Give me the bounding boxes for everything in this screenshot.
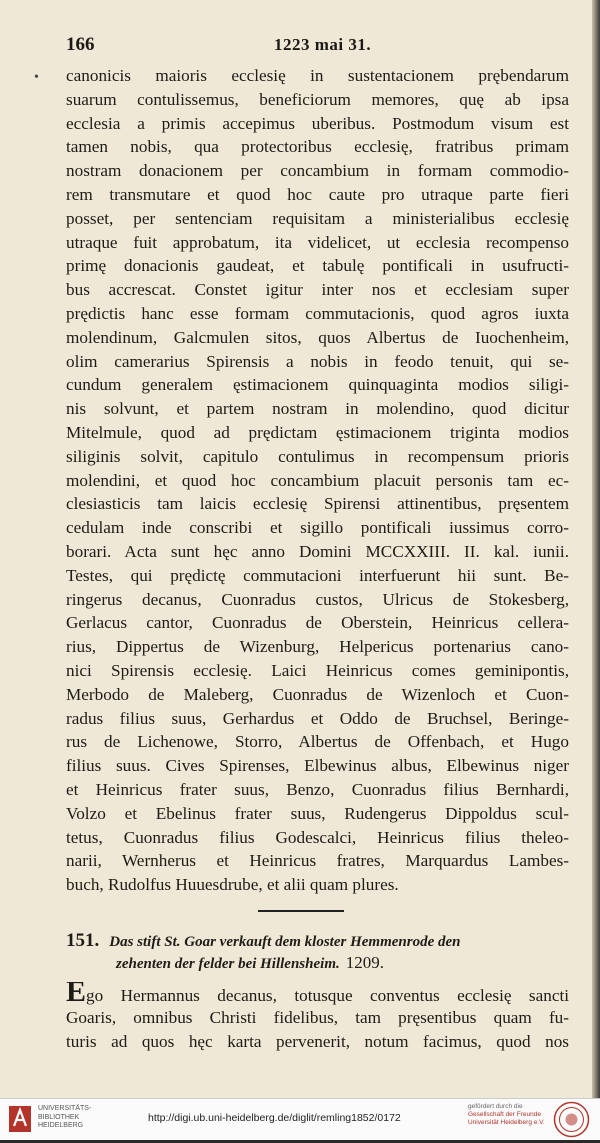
body-text	[66, 64, 569, 897]
text-line: nis solvunt, et partem nostram in molendino, quod dicitur	[66, 399, 569, 419]
text-line: molendinum, Galcmulen sitos, quos Albertus de Iuochenheim,	[66, 327, 569, 347]
text-line: Mitelmule, quod ad prędictam ęstimacionem triginta modios	[66, 422, 569, 442]
text-line: Merbodo de Maleberg, Cuonradus de Wizenloch et Cuon-	[66, 684, 569, 704]
section-heading-line-2	[66, 952, 569, 974]
text-line: Volzo et Ebelinus frater suus, Rudengerus Dippoldus scul-	[66, 803, 569, 823]
text-line: olim camerarius Spirensis a nobis in feodo tenuit, qui se-	[66, 351, 569, 371]
charter-line-1-text: go Hermannus decanus, totusque conventus ecclesię sancti	[86, 986, 569, 1005]
text-line: rius, Dippertus de Wizenburg, Helpericus portenarius cano-	[66, 637, 569, 657]
drop-cap: E	[66, 982, 87, 1006]
text-line: cedulam inde conscribi et sigillo pontificali iussimus corro-	[66, 518, 569, 538]
text-line: primę donacionis gaudeat, et tabulę pontificali in usufructi-	[66, 256, 569, 276]
section-heading-line-1	[66, 930, 569, 952]
text-line: rem transmutare et quod hoc caute pro utraque parte fieri	[66, 184, 569, 204]
text-line: prędictis hanc esse formam commutacionis, quod agros iuxta	[66, 303, 569, 323]
charter-line: Goaris, omnibus Christi fidelibus, tam pręsentibus quam fu-	[66, 1007, 569, 1027]
page-header	[66, 34, 562, 56]
margin-mark: •	[34, 70, 39, 85]
footer-bar	[0, 1098, 600, 1140]
page-edge	[592, 0, 600, 1098]
text-line: nici Spirensis ecclesię. Laici Heinricus comes geminipontis,	[66, 660, 569, 680]
funding-note	[468, 1103, 545, 1127]
text-line: molendini, et quod hoc concambium placuit personis tam ec-	[66, 470, 569, 490]
library-name-line: UNIVERSITÄTS-	[38, 1105, 92, 1112]
text-line: Testes, qui prędictę commutacioni interfuerunt hii sunt. Be-	[66, 565, 569, 585]
text-line: filius suus. Cives Spirenses, Elbewinus albus, Elbewinus niger	[66, 756, 569, 776]
text-line: ringerus decanus, Cuonradus custos, Ulricus de Stokesberg,	[66, 589, 569, 609]
text-line: buch, Rudolfus Huuesdrube, et alii quam plures.	[66, 875, 399, 895]
text-line: radus filius suus, Gerhardus et Oddo de Bruchsel, Beringe-	[66, 708, 569, 728]
text-line: siliginis solvit, capitulo contulimus in recompensum prioris	[66, 446, 569, 466]
text-line: cundum generalem ęstimacionem quinquaginta modios siligi-	[66, 375, 569, 395]
university-logo-icon[interactable]	[6, 1104, 34, 1134]
text-line: nostram donacionem per concambium in formam commodio-	[66, 161, 569, 181]
text-line: narii, Wernherus et Heinricus fratres, Marquardus Lambes-	[66, 851, 569, 871]
section-title-line-1: Das stift St. Goar verkauft dem kloster Hemmenrode den	[109, 934, 461, 950]
charter-text	[66, 982, 569, 1053]
text-line: suarum contulissemus, beneficiorum memores, quę ab ipsa	[66, 89, 569, 109]
section-year: 1209.	[345, 953, 384, 972]
section-number: 151.	[66, 930, 100, 951]
funding-line: Gesellschaft der Freunde	[468, 1111, 541, 1118]
text-line: canonicis maioris ecclesię in sustentacionem prębendarum	[66, 66, 569, 85]
text-line: tamen nobis, qua protectoribus ecclesię, fratribus primam	[66, 137, 569, 157]
charter-line: turis ad quos hęc karta pervenerit, notum facimus, quod nos	[66, 1031, 569, 1051]
library-name-line: BIBLIOTHEK	[38, 1113, 80, 1121]
section-divider	[258, 910, 344, 912]
header-date: 1223 mai 31.	[274, 35, 372, 54]
funding-line: Universität Heidelberg e.V.	[468, 1119, 545, 1126]
text-line: clesiasticis tam laicis ecclesię Spirensi attinentibus, pręsentem	[66, 494, 569, 514]
text-line: posset, per sentenciam requisitam a ministerialibus ecclesię	[66, 208, 569, 228]
permalink-url[interactable]: http://digi.ub.uni-heidelberg.de/diglit/remling1852/0172	[148, 1112, 401, 1124]
text-line: tetus, Cuonradus filius Godescalci, Heinricus filius theleo-	[66, 827, 569, 847]
text-line: Gerlacus cantor, Cuonradus de Oberstein, Heinricus cellera-	[66, 613, 569, 633]
text-line: bus accrescat. Constet igitur inter nos et ecclesiam super	[66, 280, 569, 300]
university-seal-icon	[553, 1101, 590, 1138]
section-heading	[66, 930, 569, 974]
section-title-line-2: zehenten der felder bei Hillensheim.	[116, 956, 340, 972]
text-line: utraque fuit approbatum, ita videlicet, ut ecclesia recompenso	[66, 232, 569, 252]
page-number: 166	[66, 34, 95, 55]
library-name-line: HEIDELBERG	[38, 1122, 84, 1129]
funding-line: gefördert durch die	[468, 1103, 523, 1110]
text-line: ecclesia a primis accepimus uberibus. Postmodum visum est	[66, 113, 569, 133]
text-line: et Heinricus frater suus, Benzo, Cuonradus filius Bernhardi,	[66, 779, 569, 799]
charter-line-1	[66, 982, 569, 1006]
text-line: rus de Lichenowe, Storro, Albertus de Offenbach, et Hugo	[66, 732, 569, 752]
text-line: borari. Acta sunt hęc anno Domini MCCXXIII. II. kal. iunii.	[66, 541, 569, 561]
library-name	[38, 1105, 91, 1131]
